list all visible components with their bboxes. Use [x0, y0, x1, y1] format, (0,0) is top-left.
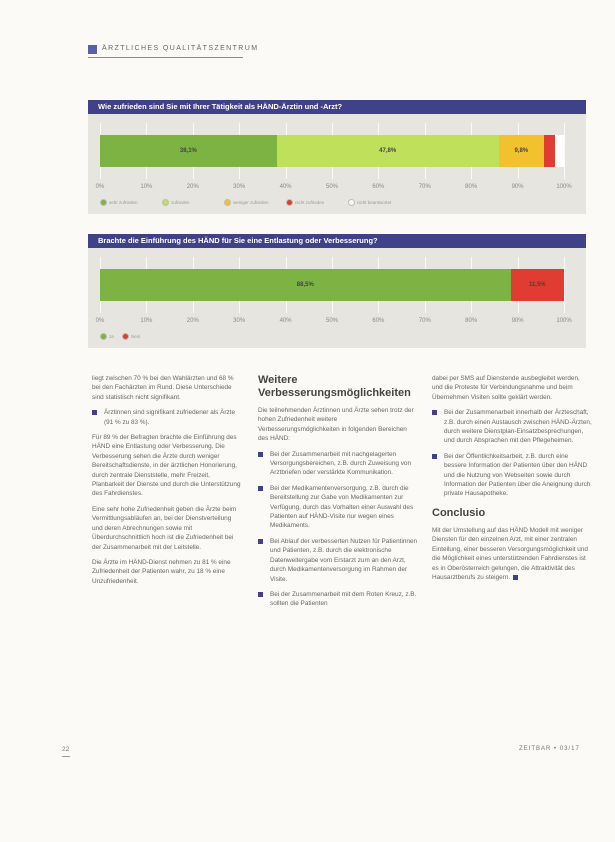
legend-label: Ja: [109, 334, 114, 339]
section-header: [88, 44, 259, 56]
bullet-icon: [258, 486, 263, 491]
paragraph: liegt zwischen 70 % bei den Wahlärzten und 68 % bei den Fachärzten im Rund. Diese Unterschiede sind statistisch nicht signifikant.: [92, 375, 234, 401]
chart-satisfaction: [88, 100, 586, 214]
legend-swatch: [100, 333, 107, 340]
legend-label: weniger zufrieden: [233, 200, 269, 205]
bullet-icon: [92, 410, 97, 415]
chart-relief: [88, 234, 586, 348]
tick-label: 70%: [418, 184, 431, 190]
tick-label: 50%: [325, 318, 339, 324]
tick-label: 10%: [140, 318, 153, 324]
legend-label: zufrieden: [171, 200, 190, 205]
tick-label: 80%: [465, 318, 478, 324]
bullet-icon: [258, 592, 263, 597]
legend-swatch: [122, 333, 129, 340]
tick-label: 100%: [556, 318, 572, 324]
tick-label: 10%: [140, 184, 153, 190]
tick-label: 90%: [511, 184, 524, 190]
legend-item: [348, 199, 391, 206]
tick-label: 100%: [556, 184, 572, 190]
paragraph: Eine sehr hohe Zufriedenheit geben die Ärzte beim Vermittlungsabläufen an, bei der Dienstverteilung und deren Abrechnungen sowie mit Überdurchschnittlich hoch ist die Zufriedenheit bei der Zusammenarbeit mit der Leitstelle.: [92, 505, 237, 551]
bullet-icon: [258, 452, 263, 457]
paragraph: Die teilnehmenden Ärztinnen und Ärzte sehen trotz der hohen Zufriedenheit weitere Verbesserungsmöglichkeiten in folgenden Bereichen des HÄND:: [258, 407, 414, 443]
bar-segment: [499, 135, 544, 167]
bullet-item: Bei der Zusammenarbeit mit nachgelagerten Versorgungsbereichen, z.B. durch Zuweisung von Arztbriefen oder verstärkte Kommunikation.: [258, 450, 418, 478]
bullet-item: Bei Ablauf der verbesserten Nutzen für Patientinnen und Patienten, z.B. durch die elektronische Datenweitergabe vom Erstarzt zum an den Arzt, durch Medikamentenversorgung im Rahmen der Visite.: [258, 537, 418, 584]
bar-segment: [100, 269, 511, 301]
data-label: 88,5%: [296, 282, 314, 288]
data-label: 11,5%: [528, 282, 546, 288]
end-mark-icon: [513, 575, 518, 580]
tick-label: 0%: [95, 318, 105, 324]
bullet-item: Bei der Öffentlichkeitsarbeit, z.B. durch eine bessere Information der Patienten über den HÄND und die Nutzung von Webseiten sowie durch Information der Patienten über die Aneignung durch private Hausapotheke.: [432, 452, 592, 499]
bar-segment: [100, 135, 277, 167]
tick-label: 60%: [372, 318, 385, 324]
legend-swatch: [162, 199, 169, 206]
paragraph: Die Ärzte im HÄND-Dienst nehmen zu 81 % eine Zufriedenheit der Patienten wahr, zu 18 % eine Unzufriedenheit.: [92, 558, 231, 585]
legend-item: [224, 199, 269, 206]
bullet-icon: [258, 539, 263, 544]
section-title: ÄRZTLICHES QUALITÄTSZENTRUM: [102, 45, 259, 52]
stacked-bar: [100, 135, 564, 167]
legend-swatch: [100, 199, 107, 206]
bullet-item: Bei der Medikamentenversorgung, z.B. durch die Bereitstellung zur Gabe von Medikamenten zur Verfügung, durch das Vorhalten einer Auswahl des Patienten auf HÄND-Visite nur wegen eines Medikaments.: [258, 484, 418, 531]
bullet-icon: [432, 454, 437, 459]
data-label: 47,8%: [379, 148, 397, 154]
bullet-item: Bei der Zusammenarbeit innerhalb der Ärzteschaft, z.B. durch einen Austausch zwischen HÄND-Ärzten, durch weitere Dienstplan-Einsatzbesprechungen, und durch Absprachen mit den Pflegeheimen.: [432, 408, 592, 446]
bullet-item: Bei der Zusammenarbeit mit dem Roten Kreuz, z.B. sollten die Patienten: [258, 590, 418, 609]
bar-segment: [511, 269, 564, 301]
bar-segment: [544, 135, 555, 167]
tick-label: 40%: [279, 318, 292, 324]
chart-title: Wie zufrieden sind Sie mit Ihrer Tätigkeit als HÄND-Ärztin und -Arzt?: [88, 100, 586, 114]
data-label: 38,1%: [179, 148, 197, 154]
page-number: 22: [62, 746, 69, 753]
x-axis: [95, 184, 572, 194]
tick-label: 80%: [465, 184, 478, 190]
legend-swatch: [224, 199, 231, 206]
tick-label: 90%: [511, 318, 524, 324]
tick-label: 40%: [279, 184, 292, 190]
paragraph: Für 89 % der Befragten brachte die Einführung des HÄND eine Entlastung oder Verbesserung. Die Verbesserung sehen die Ärzte durch weniger Bereitschaftsdienste, in der ärztlichen Honorierung, durch zentrale Dienststelle, mehr Freizeit, Planbarkeit der Dienste und durch die Unterstützung des Fahrdienstes.: [92, 434, 241, 498]
text-column-1: [92, 374, 242, 592]
bar-segment: [277, 135, 499, 167]
tick-label: 70%: [418, 318, 431, 324]
plot-area: [100, 133, 564, 169]
legend-label: nicht beantwortet: [357, 200, 392, 205]
x-axis: [95, 318, 572, 328]
legend-item: [100, 333, 114, 340]
legend-item: [286, 199, 324, 206]
bullet-icon: [432, 410, 437, 415]
section-heading: Weitere Verbesserungsmöglichkeiten: [258, 374, 411, 399]
legend-item: [100, 199, 138, 206]
magazine-footer: ZEITBAR • 03/17: [519, 746, 580, 752]
chart-title: Brachte die Einführung des HÄND für Sie eine Entlastung oder Verbesserung?: [88, 234, 586, 248]
tick-label: 30%: [233, 318, 246, 324]
legend-label: sehr zufrieden: [109, 200, 138, 205]
tick-label: 30%: [233, 184, 246, 190]
legend-swatch: [348, 199, 355, 206]
section-marker-icon: [88, 45, 97, 54]
legend-label: nicht zufrieden: [295, 200, 325, 205]
legend-swatch: [286, 199, 293, 206]
tick-label: 50%: [325, 184, 339, 190]
data-label: 9,8%: [514, 148, 529, 154]
legend-item: [122, 333, 140, 340]
bullet-item: Ärztinnen sind signifikant zufriedener als Ärzte (91 % zu 83 %).: [92, 408, 242, 427]
tick-label: 20%: [186, 318, 199, 324]
stacked-bar: [100, 269, 564, 301]
legend-label: Nein: [131, 334, 141, 339]
tick-label: 60%: [372, 184, 385, 190]
gridline: [564, 123, 565, 179]
tick-label: 20%: [186, 184, 199, 190]
section-heading: Conclusio: [432, 506, 486, 519]
legend-item: [162, 199, 190, 206]
header-rule: [88, 57, 243, 58]
gridline: [564, 257, 565, 313]
paragraph: Mit der Umstellung auf das HÄND Modell mit weniger Diensten für den einzelnen Arzt, mit einer zentralen Einteilung, einer besseren Versorgungsmöglichkeit und die Möglichkeit eines unterstützenden Fahrdienstes ist es in Oberösterreich gelungen, die Attraktivität des Hausarztberufs zu steigern.: [432, 526, 588, 581]
text-column-2: [258, 374, 418, 615]
plot-area: [100, 267, 564, 303]
paragraph: dabei per SMS auf Dienstende ausbegleitet werden, und die Proteste für Verbindungsnahme und beim Übernehmen Visiten sollte geklärt werden.: [432, 375, 580, 401]
text-column-3: [432, 374, 592, 588]
bar-segment: [555, 135, 564, 167]
tick-label: 0%: [95, 184, 105, 190]
